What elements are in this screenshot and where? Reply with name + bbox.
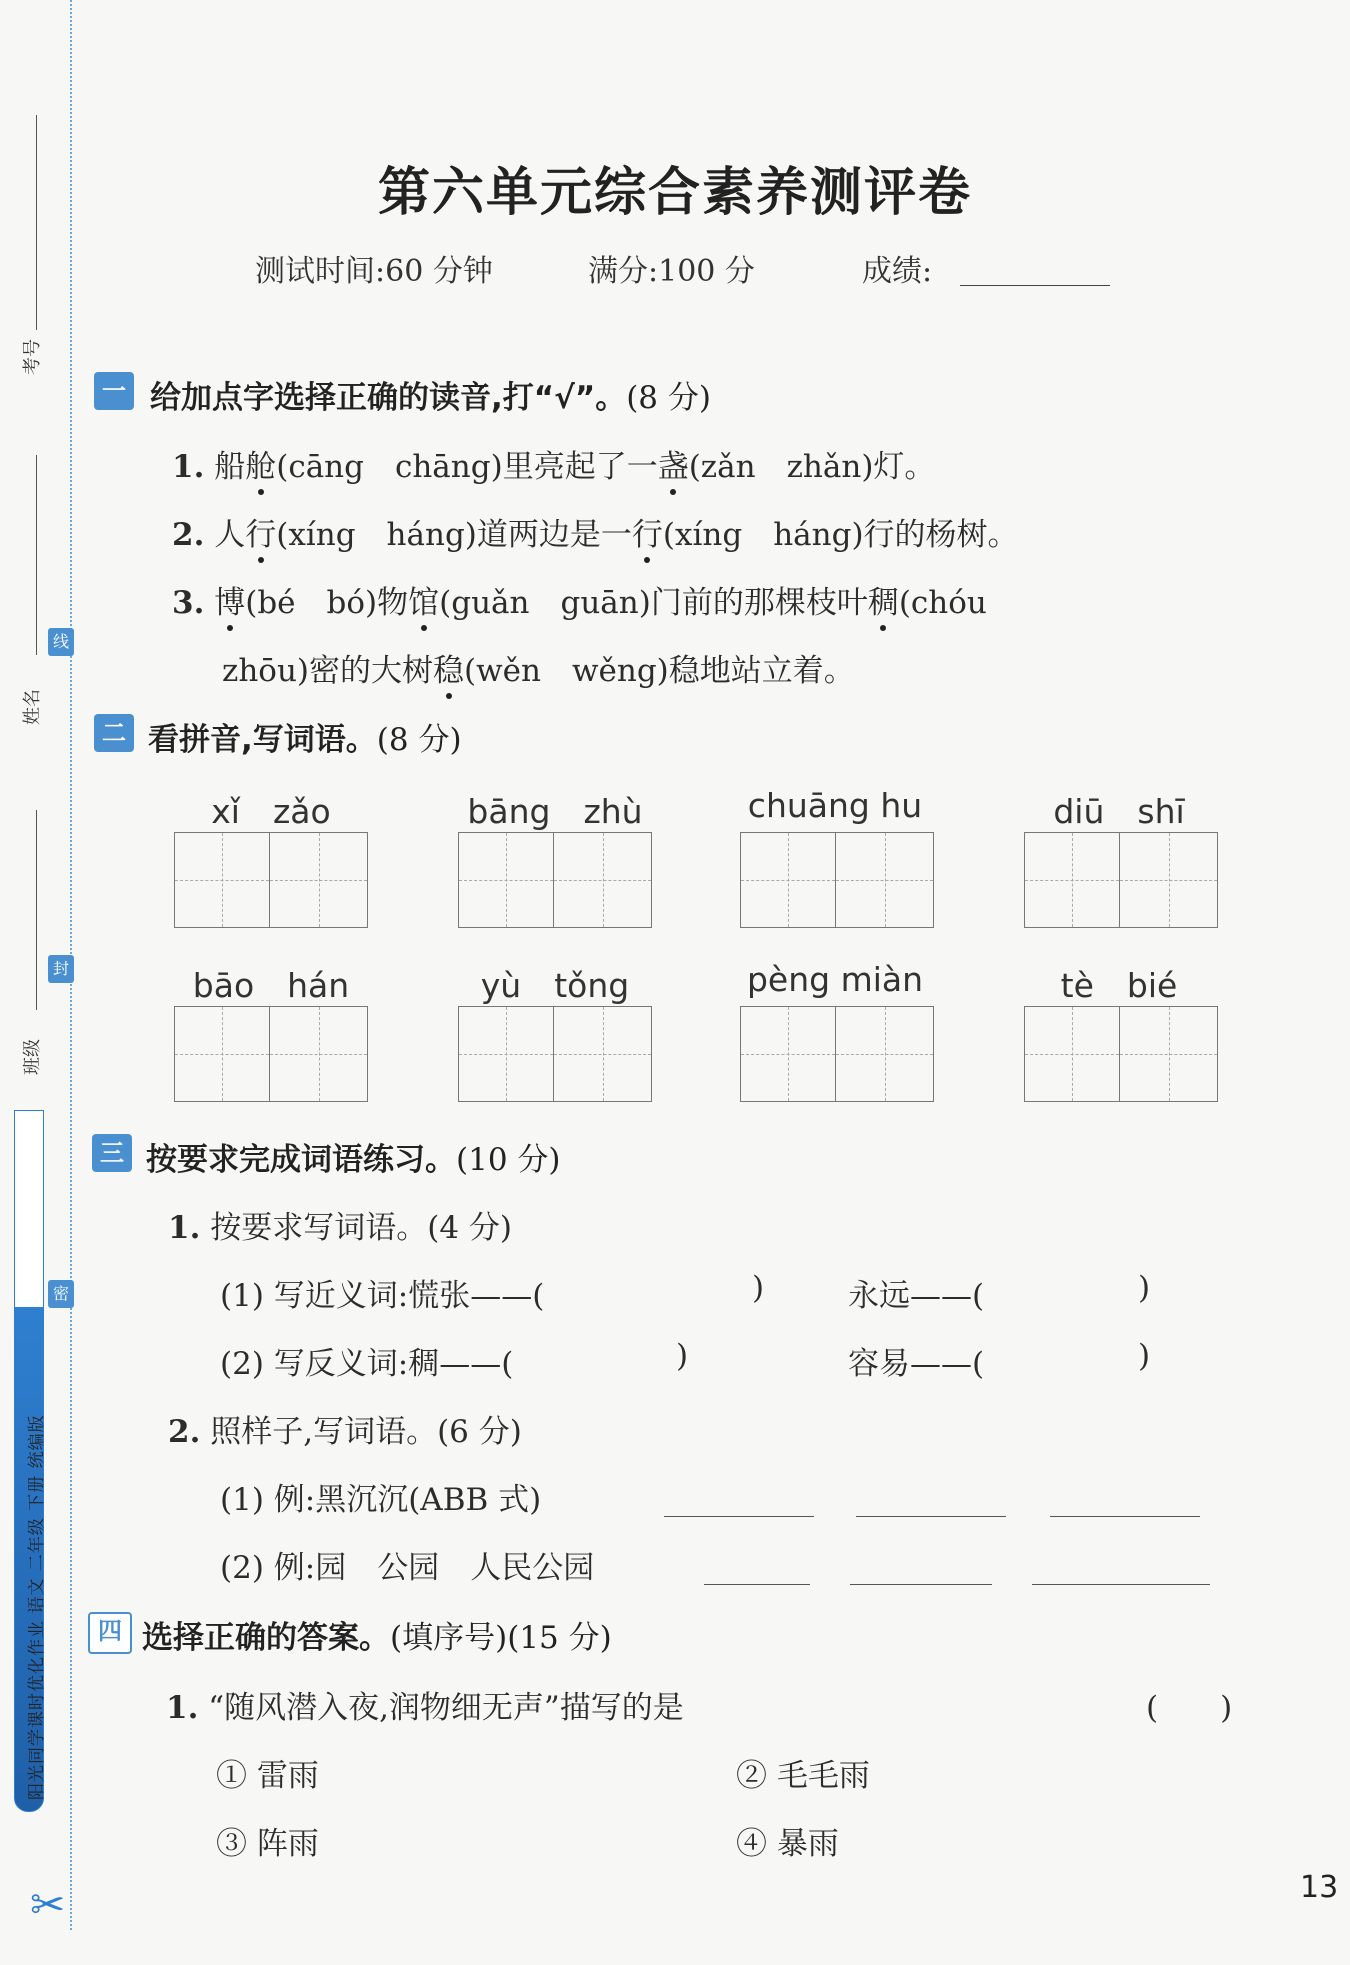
grid-cell[interactable]	[554, 832, 652, 928]
option-1[interactable]: ① 雷雨	[216, 1758, 319, 1794]
series-text: 阳光同学课时优化作业 语文 二年级 下册 统编版	[27, 1414, 47, 1800]
text: (cāng chāng)里亮起了一	[276, 449, 658, 485]
dotted-char: 盏	[658, 441, 689, 486]
option-3[interactable]: ③ 阵雨	[216, 1826, 319, 1862]
scissors-icon: ✂	[30, 1880, 66, 1929]
q-number: 2.	[172, 517, 205, 553]
class-rule	[36, 810, 37, 1010]
tag-xian: 线	[48, 628, 74, 656]
example-park: (2) 例:园 公园 人民公园	[220, 1550, 595, 1586]
section2-title-text: 看拼音,写词语。	[148, 722, 377, 758]
text: (chóu	[898, 585, 987, 621]
dotted-char: 舱	[245, 441, 276, 486]
dotted-char: 稳	[433, 645, 464, 690]
answer-blank[interactable]	[664, 1516, 814, 1517]
tag-mi: 密	[48, 1280, 74, 1308]
q-number: 3.	[172, 585, 205, 621]
text: (guǎn guān)门前的那棵枝叶	[439, 585, 868, 621]
text: (xíng háng)行的杨树。	[662, 517, 1019, 553]
answer-blank[interactable]	[704, 1584, 810, 1585]
synonym-慌张: (1) 写近义词:慌张——(	[220, 1278, 545, 1314]
pinyin-label: yù tǒng	[480, 966, 630, 1005]
option-4[interactable]: ④ 暴雨	[736, 1826, 839, 1862]
grid-cell[interactable]	[1024, 1006, 1120, 1102]
page-title: 第六单元综合素养测评卷	[377, 162, 972, 223]
section3-points: (10 分)	[456, 1142, 561, 1178]
paren-close: )	[752, 1270, 765, 1306]
text: (bé bó)物	[245, 585, 409, 621]
name-rule	[36, 455, 37, 655]
section4-title	[142, 1612, 612, 1657]
section1-title	[150, 372, 711, 417]
text: 人	[214, 517, 246, 553]
grid-cell[interactable]	[1024, 832, 1120, 928]
pinyin-label: pèng miàn	[746, 960, 924, 999]
section4-points: (填序号)(15 分)	[390, 1620, 612, 1656]
writing-grid[interactable]	[740, 1006, 934, 1102]
answer-blank[interactable]	[856, 1516, 1006, 1517]
text: zhōu)密的大树	[222, 653, 434, 689]
section2-points: (8 分)	[376, 722, 462, 758]
pinyin-label: xǐ zǎo	[211, 792, 331, 831]
answer-blank[interactable]	[850, 1584, 992, 1585]
tag-feng: 封	[48, 955, 74, 983]
name-label: 姓名	[22, 689, 43, 725]
grid-cell[interactable]	[740, 1006, 836, 1102]
section1-title-text: 给加点字选择正确的读音,打“√”。	[150, 380, 627, 416]
grid-cell[interactable]	[740, 832, 836, 928]
writing-grid[interactable]	[174, 1006, 368, 1102]
section4-number: 四	[88, 1612, 132, 1654]
text: 照样子,写词语。(6 分)	[210, 1414, 522, 1450]
grid-cell[interactable]	[1120, 1006, 1218, 1102]
antonym-容易: 容易——(	[848, 1346, 985, 1382]
dotted-char: 馆	[408, 577, 439, 622]
text: (wěn wěng)稳地站立着。	[464, 653, 855, 689]
section2-title	[148, 714, 462, 759]
grid-cell[interactable]	[1120, 832, 1218, 928]
text: 按要求写词语。(4 分)	[210, 1210, 512, 1246]
page-number: 13	[1300, 1870, 1339, 1905]
s1-question-3	[172, 577, 987, 622]
dotted-char: 行	[632, 509, 663, 554]
section3-number: 三	[92, 1134, 132, 1172]
q-number: 1.	[172, 449, 205, 485]
s3-question-1	[168, 1202, 512, 1247]
section3-title	[146, 1134, 561, 1179]
q-number: 1.	[166, 1690, 199, 1726]
text: 船	[214, 449, 246, 485]
text: “随风潜入夜,润物细无声”描写的是	[208, 1690, 684, 1726]
pinyin-label: bāo hán	[192, 966, 350, 1005]
grid-cell[interactable]	[836, 1006, 934, 1102]
answer-blank[interactable]	[1032, 1584, 1210, 1585]
s1-question-1	[172, 441, 935, 486]
dotted-char: 博	[214, 577, 245, 622]
s3-question-2	[168, 1406, 522, 1451]
grid-cell[interactable]	[554, 1006, 652, 1102]
section3-title-text: 按要求完成词语练习。	[146, 1142, 456, 1178]
grid-cell[interactable]	[458, 832, 554, 928]
writing-grid[interactable]	[174, 832, 368, 928]
pinyin-label: chuāng hu	[747, 786, 923, 825]
section1-number: 一	[94, 372, 134, 410]
grid-cell[interactable]	[270, 1006, 368, 1102]
pinyin-label: tè bié	[1060, 966, 1178, 1005]
dotted-char: 行	[245, 509, 276, 554]
paren-close: )	[676, 1338, 689, 1374]
synonym-永远: 永远——(	[848, 1278, 985, 1314]
grid-cell[interactable]	[836, 832, 934, 928]
test-time: 测试时间:60 分钟	[255, 254, 493, 289]
s1-question-2	[172, 509, 1019, 554]
antonym-稠: (2) 写反义词:稠——(	[220, 1346, 514, 1382]
writing-grid[interactable]	[740, 832, 934, 928]
class-label: 班级	[22, 1039, 43, 1075]
score-blank[interactable]	[960, 285, 1110, 286]
section1-points: (8 分)	[626, 380, 711, 416]
grid-cell[interactable]	[174, 832, 270, 928]
q-number: 1.	[168, 1210, 201, 1246]
answer-paren[interactable]: ( )	[1146, 1690, 1233, 1726]
text: (zǎn zhǎn)灯。	[688, 449, 936, 485]
answer-blank[interactable]	[1050, 1516, 1200, 1517]
pinyin-label: bāng zhù	[467, 792, 643, 831]
writing-grid[interactable]	[1024, 1006, 1218, 1102]
full-score: 满分:100 分	[588, 254, 755, 289]
s1-question-3-cont	[222, 645, 855, 690]
paren-close: )	[1138, 1270, 1151, 1306]
section4-title-text: 选择正确的答案。	[142, 1620, 390, 1656]
exam-no-label: 考号	[22, 339, 43, 375]
option-2[interactable]: ② 毛毛雨	[736, 1758, 870, 1794]
score-label: 成绩:	[862, 254, 933, 289]
text: (xíng háng)道两边是一	[276, 517, 632, 553]
section2-number: 二	[94, 714, 134, 752]
grid-cell[interactable]	[458, 1006, 554, 1102]
pinyin-label: diū shī	[1053, 792, 1185, 831]
grid-cell[interactable]	[270, 832, 368, 928]
paren-close: )	[1138, 1338, 1151, 1374]
writing-grid[interactable]	[458, 832, 652, 928]
example-abb: (1) 例:黑沉沉(ABB 式)	[220, 1482, 542, 1518]
q-number: 2.	[168, 1414, 201, 1450]
writing-grid[interactable]	[1024, 832, 1218, 928]
s4-question-1	[166, 1682, 684, 1727]
dotted-char: 稠	[868, 577, 899, 622]
writing-grid[interactable]	[458, 1006, 652, 1102]
grid-cell[interactable]	[174, 1006, 270, 1102]
